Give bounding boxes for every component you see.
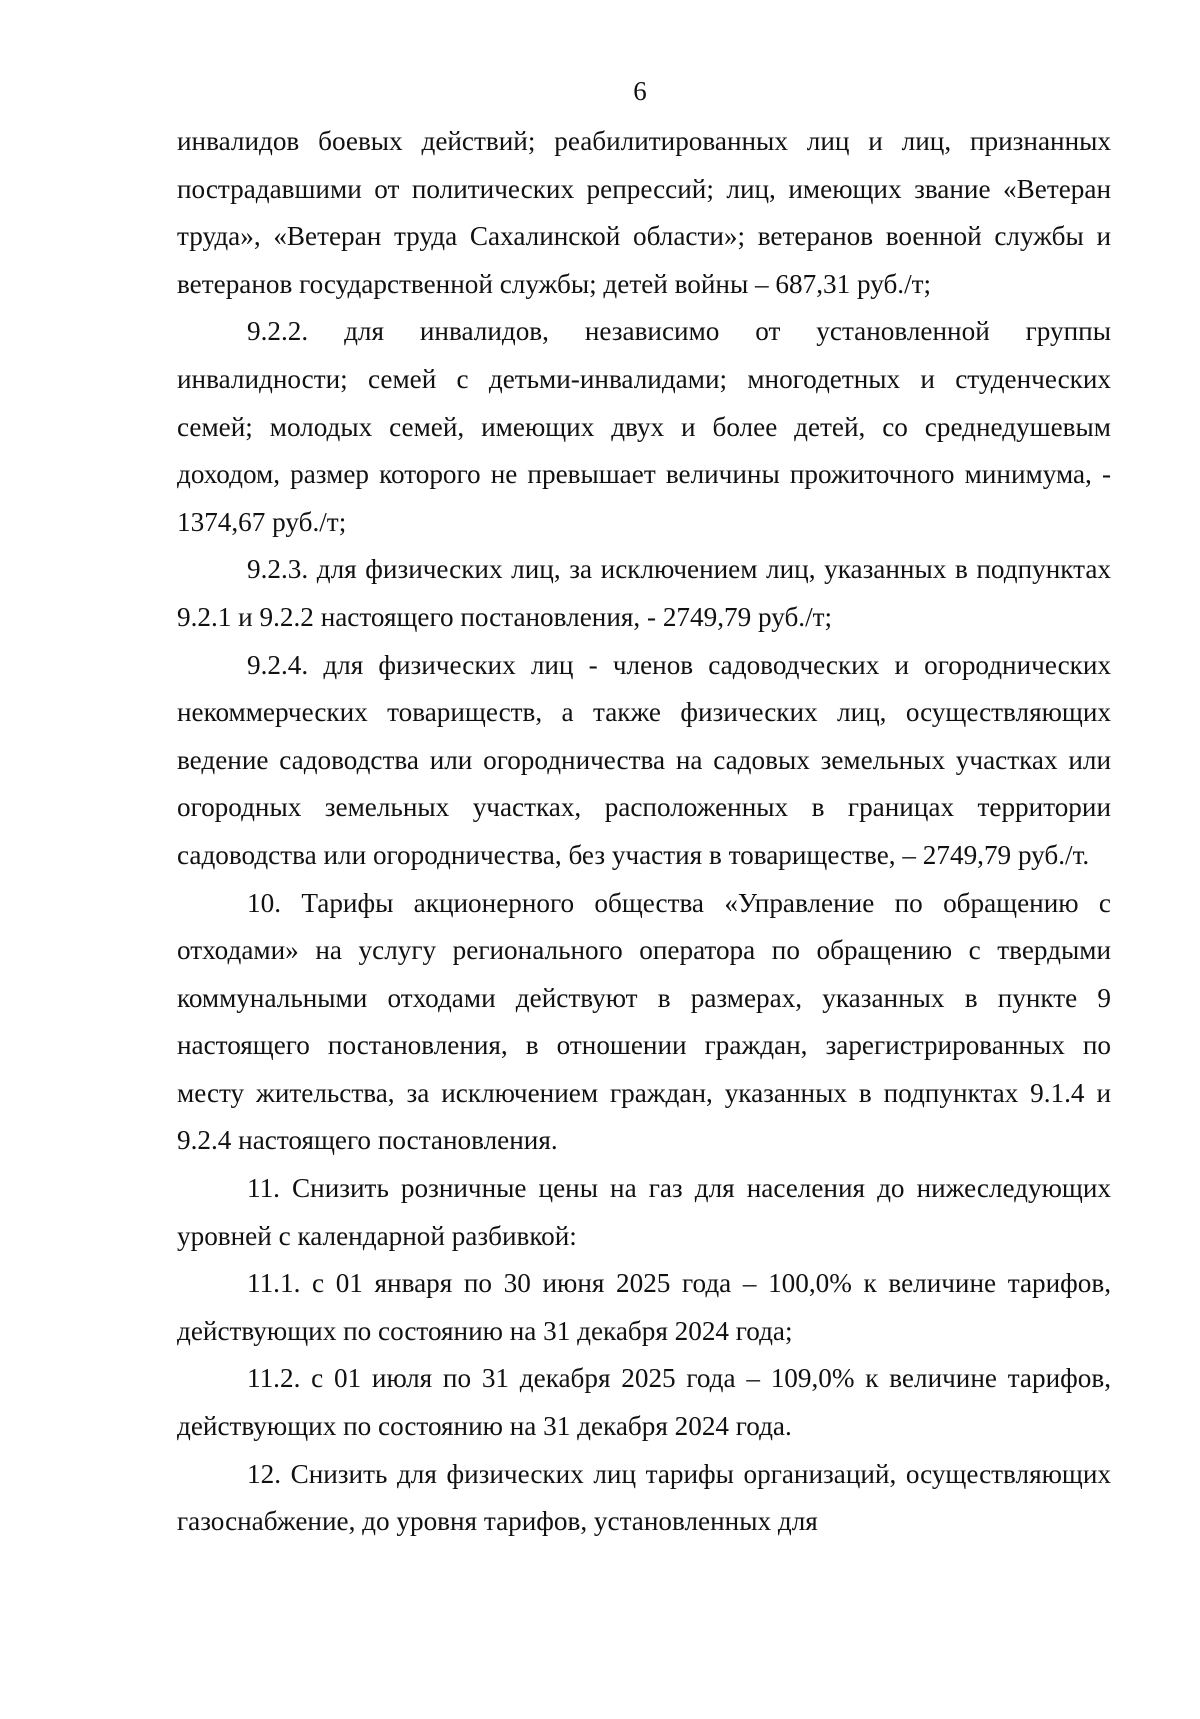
paragraph-11-2: 11.2. с 01 июля по 31 декабря 2025 года – 109,0% к величине тарифов, действующих по состоянию на 31 декабря 2024 года. [177,1363,1111,1442]
paragraph-11-1: 11.1. с 01 января по 30 июня 2025 года – 100,0% к величине тарифов, действующих по состоянию на 31 декабря 2024 года; [177,1268,1111,1346]
paragraph-12: 12. Снизить для физических лиц тарифы организаций, осуществляющих газоснабжение, до уровня тарифов, установленных для [177,1458,1111,1537]
paragraph-11: 11. Снизить розничные цены на газ для населения до нижеследующих уровней с календарной разбивкой: [177,1173,1111,1251]
paragraph-9-2-4: 9.2.4. для физических лиц - членов садоводческих и огороднических некоммерческих товариществ, а также физических лиц, осуществляющих ведение садоводства или огородничества на садовых земельных участках или огородных земельных участках, расположенных в границах территории садоводства или огородничества, без участия в товариществе, – 2749,79 руб./т. [177,649,1111,870]
paragraph-9-2-2: 9.2.2. для инвалидов, независимо от установленной группы инвалидности; семей с детьми-инвалидами; многодетных и студенческих семей; молодых семей, имеющих двух и более детей, со среднедушевым доходом, размер которого не превышает величины прожиточного минимума, - 1374,67 руб./т; [177,316,1111,537]
paragraph-9-2-3: 9.2.3. для физических лиц, за исключением лиц, указанных в подпунктах 9.2.1 и 9.2.2 настоящего постановления, - 2749,79 руб./т; [177,554,1111,632]
page-number: 6 [633,76,647,106]
paragraph-continuation: инвалидов боевых действий; реабилитированных лиц и лиц, признанных пострадавшими от политических репрессий; лиц, имеющих звание «Ветеран труда», «Ветеран труда Сахалинской области»; ветеранов военной службы и ветеранов государственной службы; детей войны – 687,31 руб./т; [177,126,1111,299]
paragraph-10: 10. Тарифы акционерного общества «Управление по обращению с отходами» на услугу регионального оператора по обращению с твердыми коммунальными отходами действуют в размерах, указанных в пункте 9 настоящего постановления, в отношении граждан, зарегистрированных по месту жительства, за исключением граждан, указанных в подпунктах 9.1.4 и 9.2.4 настоящего постановления. [177,887,1111,1156]
document-body [177,118,1111,1546]
